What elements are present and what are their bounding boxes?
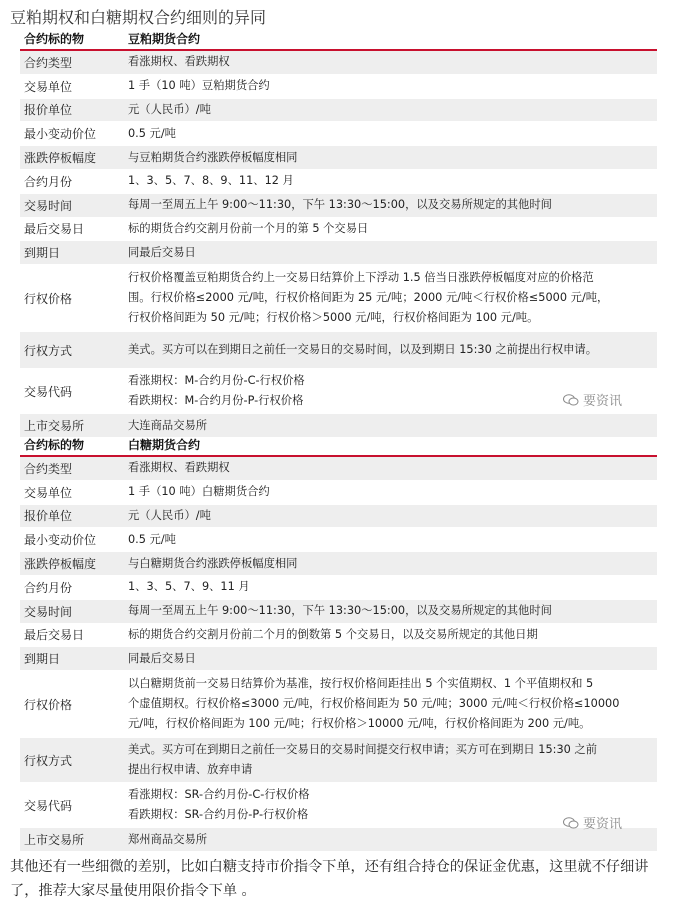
row-label: 交易时间 [24, 604, 73, 619]
soybean-meal-option-table [20, 27, 657, 438]
row-value [122, 647, 657, 670]
table-row [20, 738, 657, 783]
row-value-line: 个虚值期权。行权价格≤3000 元/吨，行权价格间距为 50 元/吨；3000 元/吨＜行权价格≤10000 [128, 697, 620, 711]
row-value [122, 481, 657, 504]
row-value [122, 671, 657, 737]
footer-paragraph: 其他还有一些细微的差别，比如白糖支持市价指令下单，还有组合持仓的保证金优惠，这里就不仔细讲了，推荐大家尽量使用限价指令下单 。 [10, 859, 649, 899]
row-value-line: 与白糖期货合约涨跌停板幅度相同 [128, 556, 298, 570]
row-label: 交易时间 [24, 198, 73, 213]
row-value [122, 75, 657, 98]
row-value-line: 同最后交易日 [128, 245, 196, 259]
row-value-line: 行权价格覆盖豆粕期货合约上一交易日结算价上下浮动 1.5 倍当日涨跌停板幅度对应的价格范 [128, 271, 594, 285]
table-row [20, 457, 657, 481]
watermark-text: 要资讯 [583, 817, 623, 832]
row-value-line: 看跌期权：M-合约月份-P-行权价格 [128, 394, 304, 408]
row-label: 行权方式 [24, 753, 73, 768]
row-value-line: 围。行权价格≤2000 元/吨，行权价格间距为 25 元/吨；2000 元/吨＜行权价格≤5000 元/吨， [128, 291, 609, 305]
row-label: 报价单位 [24, 509, 73, 524]
watermark [563, 813, 622, 832]
row-value [122, 457, 657, 480]
row-value [122, 505, 657, 528]
row-label: 合约类型 [24, 461, 73, 476]
table-row [20, 146, 657, 170]
row-value [122, 624, 657, 647]
row-value-line: 元（人民币）/吨 [128, 508, 211, 522]
row-value-line: 行权价格间距为 50 元/吨；行权价格＞5000 元/吨，行权价格间距为 100 元/吨。 [128, 311, 539, 325]
row-label: 最小变动价位 [24, 533, 97, 548]
row-value-line: 美式。买方可在到期日之前任一交易日的交易时间提交行权申请；买方可在到期日 15:30 之前 [128, 743, 598, 757]
row-value [122, 241, 657, 264]
table-row [20, 51, 657, 75]
row-label: 最后交易日 [24, 628, 85, 643]
table-row [20, 552, 657, 576]
row-value [122, 146, 657, 169]
row-label: 合约月份 [24, 580, 73, 595]
row-value [122, 51, 657, 74]
header-label: 合约标的物 [24, 437, 85, 452]
table-row [20, 828, 657, 852]
watermark-text: 要资讯 [583, 394, 623, 409]
table-body [20, 457, 657, 852]
row-value-line: 每周一至周五上午 9:00～11:30，下午 13:30～15:00，以及交易所规定的其他时间 [128, 604, 552, 618]
row-label: 交易代码 [24, 798, 73, 813]
row-label: 最后交易日 [24, 222, 85, 237]
row-label: 到期日 [24, 652, 61, 667]
header-label: 合约标的物 [24, 31, 85, 46]
row-value [122, 194, 657, 217]
table-header [20, 27, 657, 51]
table-body [20, 51, 657, 438]
wechat-icon [563, 394, 579, 406]
row-value-line: 看涨期权、看跌期权 [128, 55, 230, 69]
row-value [122, 170, 657, 193]
row-value [122, 265, 657, 331]
row-label: 最小变动价位 [24, 127, 97, 142]
row-label: 合约类型 [24, 55, 73, 70]
row-value-line: 郑州商品交易所 [128, 832, 208, 846]
row-value [122, 122, 657, 145]
row-value-line: 0.5 元/吨 [128, 532, 176, 546]
table-row [20, 576, 657, 600]
row-value [122, 738, 657, 782]
table-row [20, 75, 657, 99]
table-row [20, 122, 657, 146]
header-value: 白糖期货合约 [128, 437, 201, 452]
row-value-line: 每周一至周五上午 9:00～11:30，下午 13:30～15:00，以及交易所规定的其他时间 [128, 198, 552, 212]
row-value [122, 99, 657, 122]
row-value-line: 1 手（10 吨）豆粕期货合约 [128, 79, 270, 93]
row-value-line: 与豆粕期货合约涨跌停板幅度相同 [128, 150, 298, 164]
row-label: 交易单位 [24, 485, 73, 500]
row-value-line: 标的期货合约交割月份前一个月的第 5 个交易日 [128, 221, 369, 235]
row-value-line: 看涨期权、看跌期权 [128, 461, 230, 475]
table-row [20, 528, 657, 552]
wechat-icon [563, 817, 579, 829]
row-value-line: 标的期货合约交割月份前二个月的倒数第 5 个交易日，以及交易所规定的其他日期 [128, 627, 538, 641]
row-label: 涨跌停板幅度 [24, 557, 97, 572]
row-label: 合约月份 [24, 174, 73, 189]
table-row [20, 170, 657, 194]
row-label: 交易代码 [24, 384, 73, 399]
header-value: 豆粕期货合约 [128, 31, 201, 46]
row-value-line: 1、3、5、7、8、9、11、12 月 [128, 174, 294, 188]
table-row [20, 481, 657, 505]
table-row [20, 265, 657, 332]
table-row [20, 505, 657, 529]
row-label: 行权价格 [24, 697, 73, 712]
table-row [20, 624, 657, 648]
table-row [20, 241, 657, 265]
table-row [20, 647, 657, 671]
table-header [20, 433, 657, 457]
table-row [20, 332, 657, 369]
sugar-option-table [20, 433, 657, 852]
row-label: 报价单位 [24, 103, 73, 118]
row-value [122, 332, 657, 368]
row-value-line: 1 手（10 吨）白糖期货合约 [128, 485, 270, 499]
watermark [563, 390, 622, 409]
row-value-line: 提出行权申请、放弃申请 [128, 763, 253, 777]
row-value [122, 552, 657, 575]
row-value-line: 同最后交易日 [128, 651, 196, 665]
row-value-line: 看涨期权：SR-合约月份-C-行权价格 [128, 788, 310, 802]
row-value-line: 大连商品交易所 [128, 418, 208, 432]
table-row [20, 600, 657, 624]
table-row [20, 671, 657, 738]
row-value [122, 576, 657, 599]
row-value-line: 0.5 元/吨 [128, 126, 176, 140]
table-row [20, 99, 657, 123]
row-value-line: 以白糖期货前一交易日结算价为基准，按行权价格间距挂出 5 个实值期权、1 个平值期权和 5 [128, 677, 594, 691]
row-label: 上市交易所 [24, 419, 85, 434]
row-label: 交易单位 [24, 79, 73, 94]
row-label: 到期日 [24, 246, 61, 261]
row-value-line: 看涨期权：M-合约月份-C-行权价格 [128, 374, 305, 388]
table-row [20, 783, 657, 828]
page-title: 豆粕期权和白糖期权合约细则的异同 [10, 8, 267, 27]
row-label: 涨跌停板幅度 [24, 151, 97, 166]
row-value-line: 元（人民币）/吨 [128, 102, 211, 116]
row-value-line: 美式。买方可以在到期日之前任一交易日的交易时间，以及到期日 15:30 之前提出行权申请。 [128, 343, 598, 357]
table-row [20, 194, 657, 218]
table-row [20, 218, 657, 242]
table-row [20, 369, 657, 414]
row-value-line: 看跌期权：SR-合约月份-P-行权价格 [128, 808, 309, 822]
row-label: 行权价格 [24, 291, 73, 306]
row-value [122, 218, 657, 241]
row-label: 上市交易所 [24, 833, 85, 848]
row-value-line: 1、3、5、7、9、11 月 [128, 580, 250, 594]
row-label: 行权方式 [24, 343, 73, 358]
row-value-line: 元/吨，行权价格间距为 100 元/吨；行权价格＞10000 元/吨，行权价格间距为 200 元/吨。 [128, 717, 591, 731]
row-value [122, 600, 657, 623]
row-value [122, 528, 657, 551]
